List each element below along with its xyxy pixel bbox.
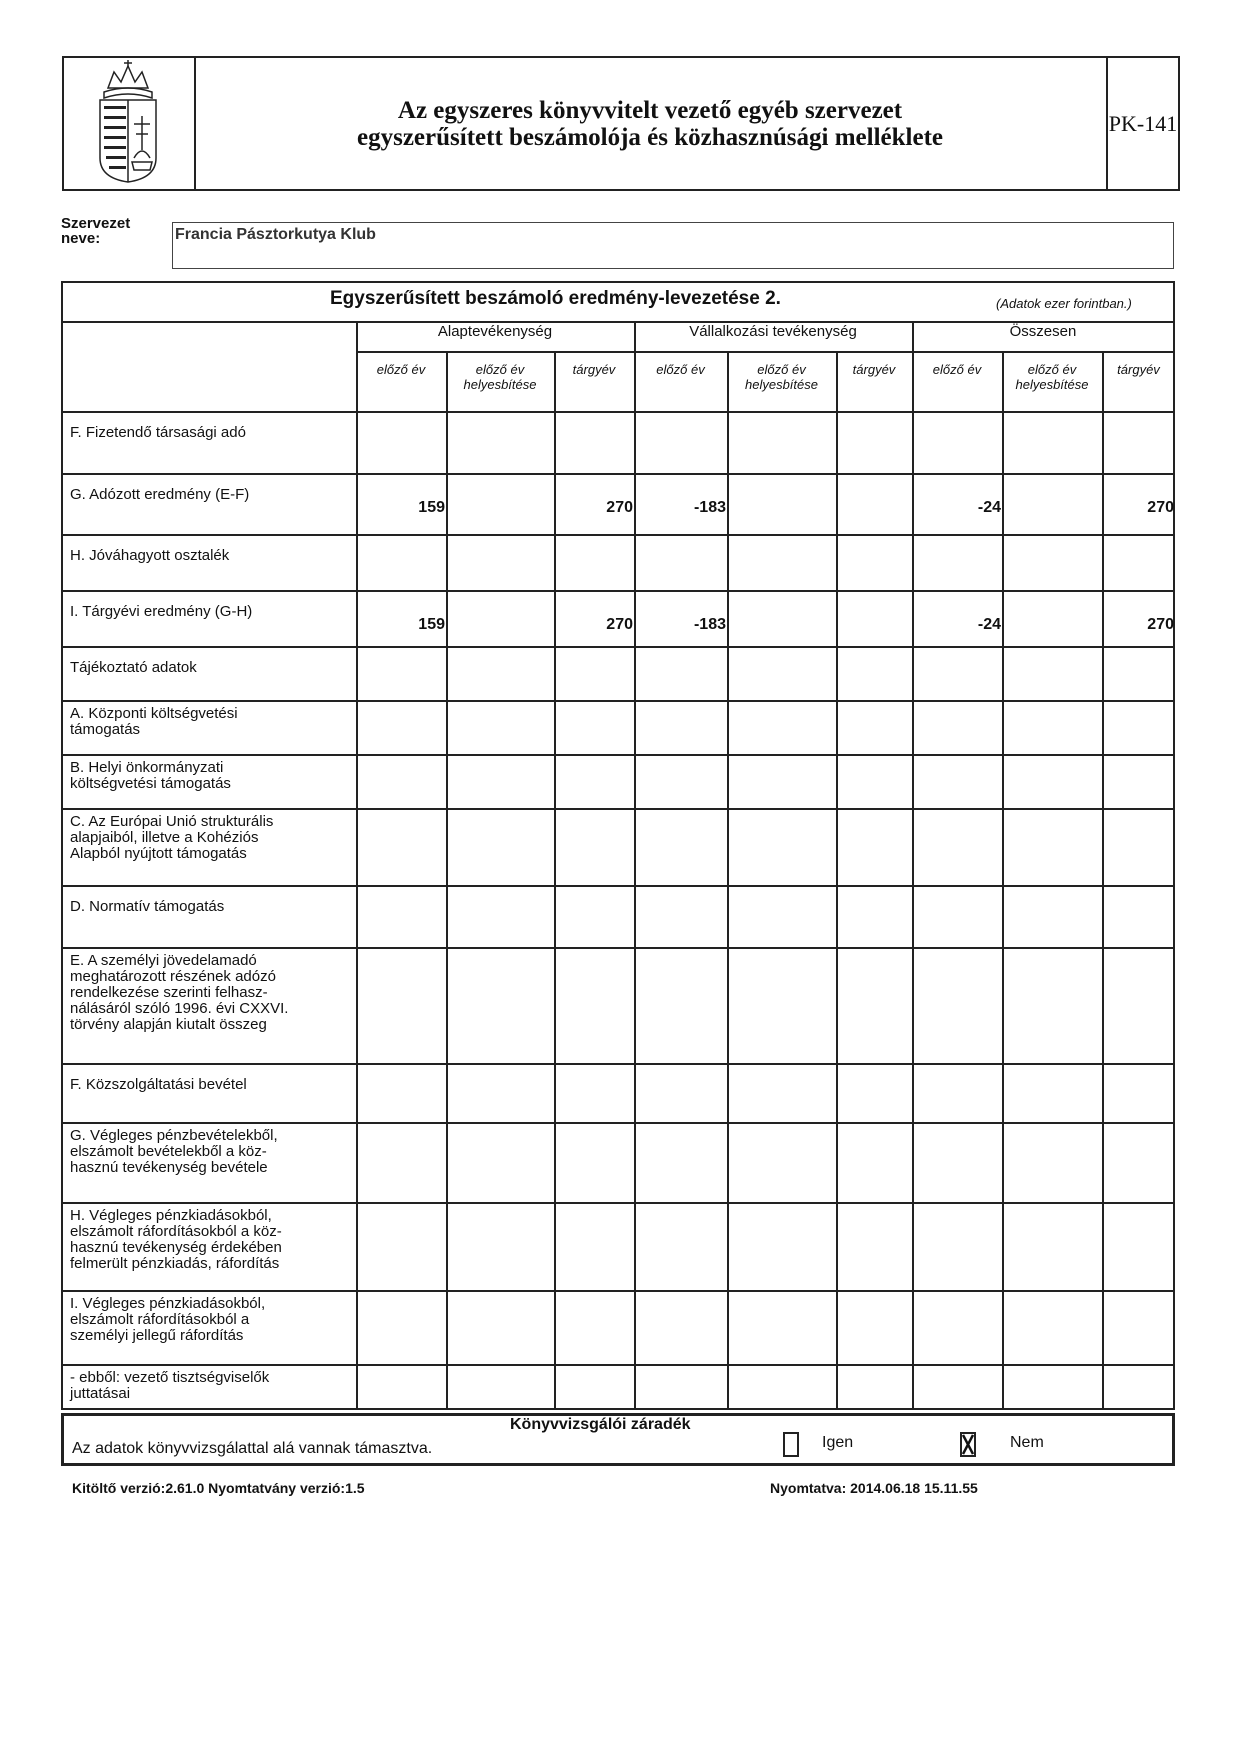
- row-label-line: G. Adózott eredmény (E-F): [70, 486, 250, 503]
- row-label-line: F. Fizetendő társasági adó: [70, 424, 246, 441]
- organization-name-field[interactable]: [172, 222, 1174, 269]
- column-divider: [446, 411, 448, 1410]
- subheader-correction-line2: helyesbítése: [463, 377, 537, 392]
- row-label-line: törvény alapján kiutalt összeg: [70, 1016, 267, 1033]
- column-divider: [727, 411, 729, 1410]
- table-cell: 270: [606, 616, 633, 633]
- form-title-line2: egyszerűsített beszámolója és közhasznúsági melléklete: [357, 123, 943, 151]
- row-label-line: I. Tárgyévi eredmény (G-H): [70, 603, 253, 620]
- subheader-prev-year: előző év: [376, 362, 426, 377]
- subheader-correction-line2: helyesbítése: [745, 377, 818, 392]
- form-code: PK-141: [1108, 110, 1178, 136]
- row-separator: [61, 947, 1175, 949]
- row-label-line: Tájékoztató adatok: [70, 659, 197, 676]
- row-label-line: H. Jóváhagyott osztalék: [70, 547, 230, 564]
- subheader-correction-line2: helyesbítése: [1015, 377, 1089, 392]
- row-label-line: H. Végleges pénzkiadásokból,: [70, 1207, 272, 1224]
- print-timestamp: Nyomtatva: 2014.06.18 15.11.55: [770, 1480, 978, 1496]
- row-label: [70, 1208, 282, 1272]
- subcol-divider: [554, 351, 556, 411]
- row-separator: [61, 1364, 1175, 1366]
- row-label: [70, 487, 249, 503]
- row-label: [70, 1077, 247, 1093]
- audit-clause-text: Az adatok könyvvizsgálattal alá vannak támasztva.: [72, 1440, 433, 1457]
- subheader-correction-line1: előző év: [757, 362, 806, 377]
- row-label-line: hasznú tevékenység érdekében: [70, 1239, 282, 1256]
- row-separator: [61, 808, 1175, 810]
- column-divider: [356, 411, 358, 1410]
- audit-no-label: Nem: [1010, 1434, 1044, 1451]
- column-divider: [836, 411, 838, 1410]
- row-separator: [61, 1063, 1175, 1065]
- row-label: [70, 660, 197, 676]
- row-separator: [61, 754, 1175, 756]
- column-divider: [554, 411, 556, 1410]
- table-cell: 159: [418, 499, 445, 516]
- row-label-line: rendelkezése szerinti felhasz-: [70, 984, 268, 1001]
- table-cell: -24: [977, 616, 1001, 633]
- subheader-prev-year: előző év: [932, 362, 982, 377]
- row-label-line: I. Végleges pénzkiadásokból,: [70, 1295, 266, 1312]
- audit-clause-title: Könyvvizsgálói záradék: [510, 1416, 691, 1433]
- unit-note: (Adatok ezer forintban.): [996, 296, 1132, 311]
- row-separator: [61, 590, 1175, 592]
- coat-of-arms-icon: [64, 58, 196, 189]
- row-label-line: felmerült pénzkiadás, ráfordítás: [70, 1255, 280, 1272]
- row-label-line: Alapból nyújtott támogatás: [70, 845, 247, 862]
- subheader-prev-year-correction: [727, 362, 836, 392]
- row-label-line: F. Közszolgáltatási bevétel: [70, 1076, 247, 1093]
- row-separator: [61, 1122, 1175, 1124]
- form-title-line1: Az egyszeres könyvvitelt vezető egyéb szervezet: [397, 96, 903, 124]
- table-cell: -183: [693, 616, 726, 633]
- row-label-line: C. Az Európai Unió strukturális: [70, 813, 274, 830]
- checkmark-x-icon: [962, 1434, 974, 1455]
- subheader-prev-year-correction: [1002, 362, 1102, 392]
- row-label: [70, 899, 224, 915]
- subheader-correction-line1: előző év: [1027, 362, 1077, 377]
- row-label: [70, 1128, 278, 1176]
- group-total: Összesen: [1009, 323, 1077, 340]
- row-separator: [61, 473, 1175, 475]
- row-separator: [61, 885, 1175, 887]
- row-separator: [61, 534, 1175, 536]
- subheader-current-year: tárgyév: [852, 362, 896, 377]
- table-cell: 159: [418, 616, 445, 633]
- table-cell: 270: [1147, 499, 1174, 516]
- column-divider: [912, 411, 914, 1410]
- group-separator: [356, 351, 1175, 353]
- row-label-line: támogatás: [70, 721, 141, 738]
- row-label-line: elszámolt bevételekből a köz-: [70, 1143, 267, 1160]
- row-label-line: nálásáról szóló 1996. évi CXXVI.: [70, 1000, 289, 1017]
- organization-label-line1: Szervezet: [61, 215, 131, 232]
- subcol-divider: [836, 351, 838, 411]
- version-info: Kitöltő verzió:2.61.0 Nyomtatvány verzió:1.5: [72, 1480, 365, 1496]
- audit-yes-label: Igen: [822, 1434, 854, 1451]
- row-separator: [61, 646, 1175, 648]
- subheader-prev-year: előző év: [656, 362, 705, 377]
- column-divider: [634, 411, 636, 1410]
- row-label-line: B. Helyi önkormányzati: [70, 759, 224, 776]
- table-cell: -183: [693, 499, 726, 516]
- row-label-line: - ebből: vezető tisztségviselők: [70, 1369, 270, 1386]
- table-cell: 270: [606, 499, 633, 516]
- row-separator: [61, 1290, 1175, 1292]
- organization-name: Francia Pásztorkutya Klub: [175, 226, 376, 243]
- row-label-line: D. Normatív támogatás: [70, 898, 225, 915]
- row-label: [70, 604, 252, 620]
- table-cell: -24: [977, 499, 1001, 516]
- organization-label-line2: neve:: [61, 230, 101, 247]
- row-label: [70, 760, 231, 792]
- row-separator: [61, 700, 1175, 702]
- row-label-line: A. Központi költségvetési: [70, 705, 238, 722]
- row-label: [70, 548, 229, 564]
- form-title: [194, 58, 1108, 189]
- row-label-line: E. A személyi jövedelamadó: [70, 952, 257, 969]
- row-separator: [61, 411, 1175, 413]
- group-basic-activity: Alaptevékenység: [437, 323, 553, 340]
- row-label-line: elszámolt ráfordításokból a köz-: [70, 1223, 282, 1240]
- row-label-line: alapjaiból, illetve a Kohéziós: [70, 829, 259, 846]
- row-label: [70, 1296, 265, 1344]
- subheader-prev-year-correction: [446, 362, 554, 392]
- organization-label: [61, 216, 130, 246]
- subheader-current-year: tárgyév: [1117, 362, 1160, 377]
- audit-yes-checkbox[interactable]: [783, 1432, 799, 1457]
- row-label-line: meghatározott részének adózó: [70, 968, 276, 985]
- row-label-line: hasznú tevékenység bevétele: [70, 1159, 268, 1176]
- form-header: [62, 56, 1180, 191]
- row-label-line: személyi jellegű ráfordítás: [70, 1327, 244, 1344]
- row-label-line: juttatásai: [70, 1385, 131, 1402]
- group-business-activity: Vállalkozási tevékenység: [689, 323, 857, 340]
- subcol-divider: [1102, 351, 1104, 411]
- row-label-line: G. Végleges pénzbevételekből,: [70, 1127, 278, 1144]
- audit-no-checkbox[interactable]: [960, 1432, 976, 1457]
- row-label: [70, 1370, 269, 1402]
- row-label: [70, 953, 288, 1033]
- table-cell: 270: [1147, 616, 1174, 633]
- table-title: Egyszerűsített beszámoló eredmény-levezetése 2.: [330, 288, 781, 309]
- row-label-line: elszámolt ráfordításokból a: [70, 1311, 250, 1328]
- row-label: [70, 814, 273, 862]
- column-divider: [1002, 411, 1004, 1410]
- subheader-current-year: tárgyév: [572, 362, 616, 377]
- row-label: [70, 425, 246, 441]
- column-divider: [1102, 411, 1104, 1410]
- subheader-correction-line1: előző év: [475, 362, 525, 377]
- row-separator: [61, 1202, 1175, 1204]
- row-label: [70, 706, 238, 738]
- row-label-line: költségvetési támogatás: [70, 775, 231, 792]
